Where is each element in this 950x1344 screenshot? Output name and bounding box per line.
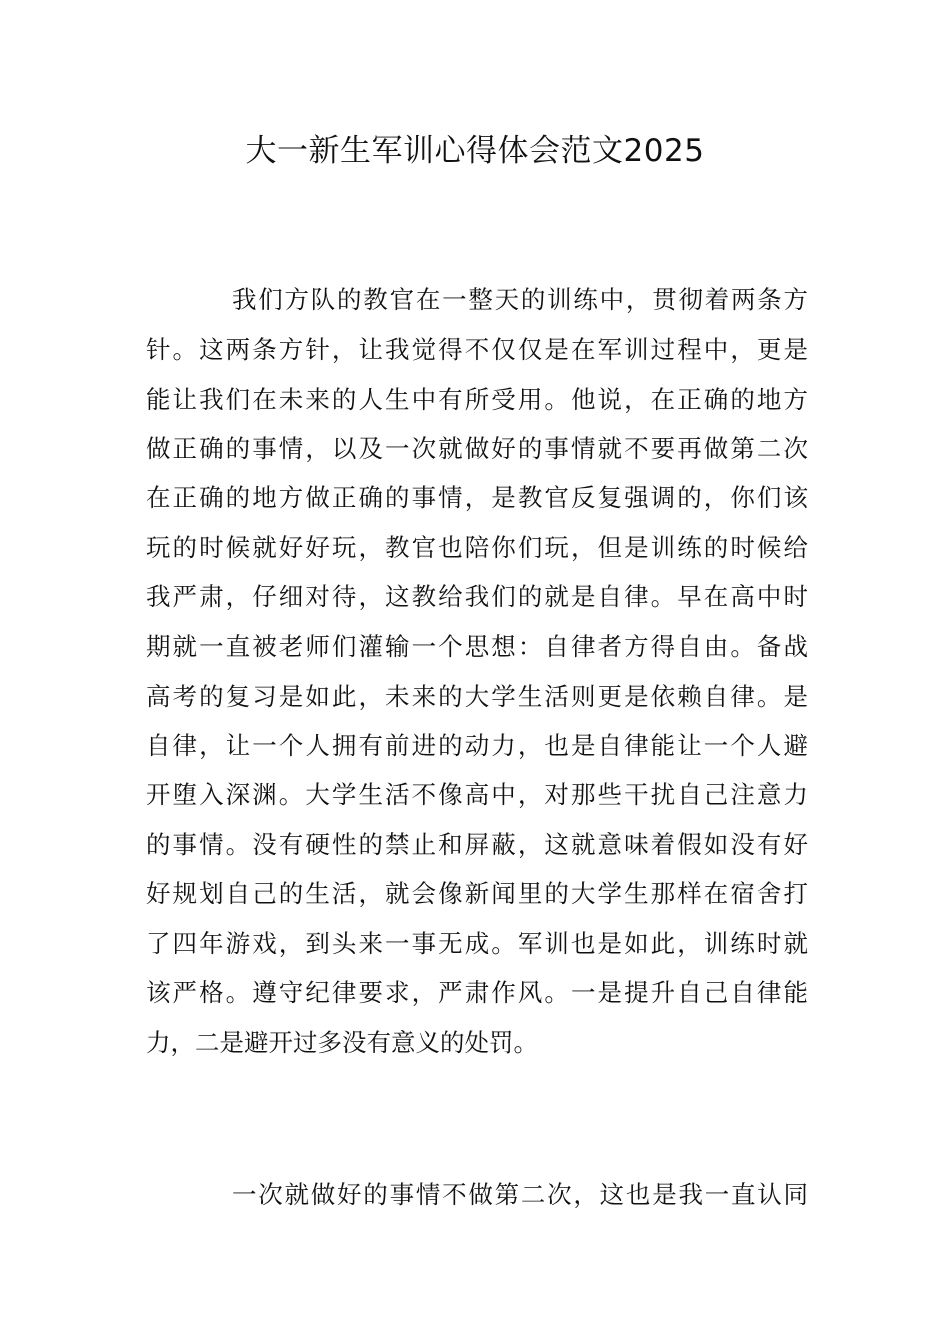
text-line: 自律，让一个人拥有前进的动力，也是自律能让一个人避 bbox=[146, 731, 808, 760]
text-line: 在正确的地方做正确的事情，是教官反复强调的，你们该 bbox=[146, 483, 808, 512]
text-line: 好规划自己的生活，就会像新闻里的大学生那样在宿舍打 bbox=[146, 879, 808, 908]
text-line: 玩的时候就好好玩，教官也陪你们玩，但是训练的时候给 bbox=[146, 533, 808, 562]
text-line: 了四年游戏，到头来一事无成。军训也是如此，训练时就 bbox=[146, 929, 808, 958]
text-line: 能让我们在未来的人生中有所受用。他说，在正确的地方 bbox=[146, 385, 808, 414]
text-line: 针。这两条方针，让我觉得不仅仅是在军训过程中，更是 bbox=[146, 335, 808, 364]
text-line: 做正确的事情，以及一次就做好的事情就不要再做第二次 bbox=[146, 434, 808, 463]
text-line: 力，二是避开过多没有意义的处罚。 bbox=[146, 1028, 538, 1057]
text-line: 该严格。遵守纪律要求，严肃作风。一是提升自己自律能 bbox=[146, 978, 808, 1007]
text-line: 期就一直被老师们灌输一个思想：自律者方得自由。备战 bbox=[146, 632, 808, 661]
text-line: 的事情。没有硬性的禁止和屏蔽，这就意味着假如没有好 bbox=[146, 830, 808, 859]
text-line: 一次就做好的事情不做第二次，这也是我一直认同 bbox=[232, 1180, 808, 1209]
text-line: 高考的复习是如此，未来的大学生活则更是依赖自律。是 bbox=[146, 682, 808, 711]
document-title: 大一新生军训心得体会范文2025 bbox=[245, 133, 705, 169]
text-line: 我们方队的教官在一整天的训练中，贯彻着两条方 bbox=[232, 285, 808, 314]
text-line: 开堕入深渊。大学生活不像高中，对那些干扰自己注意力 bbox=[146, 780, 808, 809]
text-line: 我严肃，仔细对待，这教给我们的就是自律。早在高中时 bbox=[146, 582, 808, 611]
